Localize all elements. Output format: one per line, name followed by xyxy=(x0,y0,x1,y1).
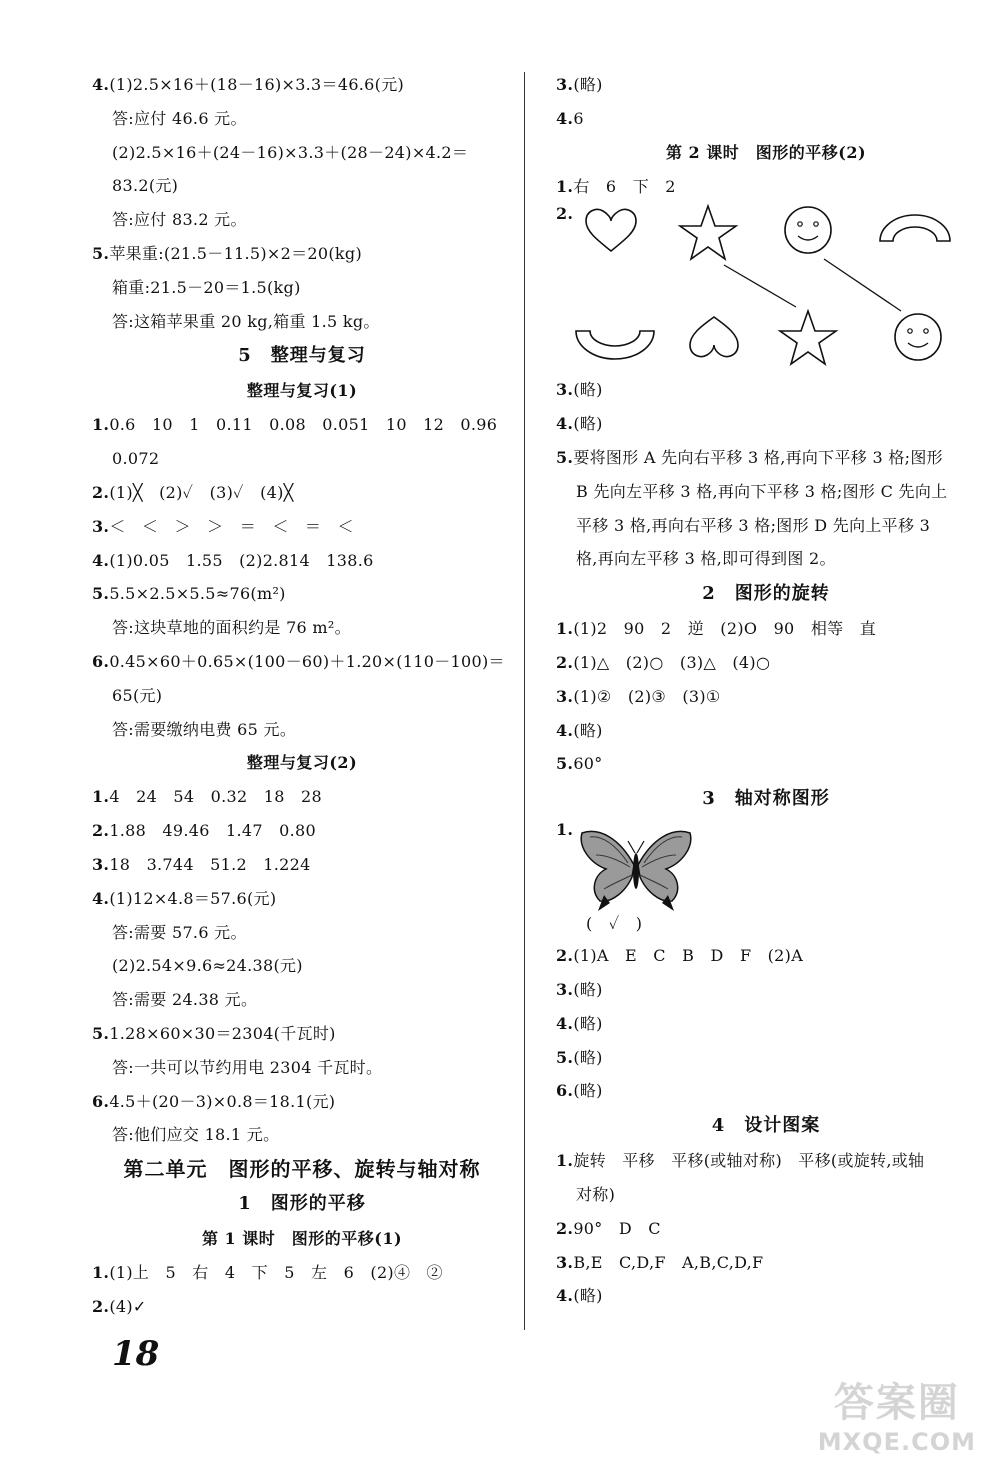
answer-text: 4 24 54 0.32 18 28 xyxy=(109,787,322,807)
watermark-url: MXQE.COM xyxy=(817,1428,976,1456)
question-number: 6. xyxy=(92,1091,110,1111)
answer-line xyxy=(556,646,976,680)
connect-line-2 xyxy=(824,259,901,311)
answer-continuation: 对称) xyxy=(576,1184,616,1204)
question-number: 2. xyxy=(556,1218,574,1238)
answer-line xyxy=(92,68,512,102)
question-number: 3. xyxy=(556,686,574,706)
answer-text: (1)2.5×16＋(18－16)×3.3＝46.6(元) xyxy=(109,75,405,94)
answer-line xyxy=(92,1256,512,1290)
right-column xyxy=(556,68,976,1313)
answer-line xyxy=(556,102,976,136)
arch-shape-top xyxy=(880,215,950,241)
question-number: 5. xyxy=(556,1047,574,1067)
answer-text: 60° xyxy=(573,754,603,774)
answer-text: 4.5＋(20－3)×0.8＝18.1(元) xyxy=(109,1091,336,1111)
check-answer: ( ✓ ) xyxy=(586,914,643,934)
answer-text: (1)12×4.8＝57.6(元) xyxy=(109,888,277,908)
question-number: 6. xyxy=(556,1081,574,1101)
answer-text: (略) xyxy=(573,1013,603,1033)
heart-shape-bottom xyxy=(690,317,738,357)
smiley-shape-top xyxy=(785,207,831,253)
answer-continuation: 答:需要缴纳电费 65 元。 xyxy=(112,719,297,739)
question-number: 2. xyxy=(92,1296,110,1316)
question-number: 1. xyxy=(92,415,110,435)
answer-line xyxy=(556,170,976,204)
subsection-heading: 整理与复习(1) xyxy=(246,381,358,401)
answer-text: 1.28×60×30＝2304(千瓦时) xyxy=(109,1023,336,1043)
answer-text: (1)0.05 1.55 (2)2.814 138.6 xyxy=(109,550,374,570)
question-number: 6. xyxy=(92,651,110,671)
question-number: 4. xyxy=(556,1286,574,1306)
question-number: 4. xyxy=(92,888,110,908)
answer-continuation: 平移 3 格,再向右平移 3 格;图形 D 先向上平移 3 xyxy=(576,515,931,535)
answer-line xyxy=(92,1017,512,1051)
star-shape-bottom xyxy=(780,311,836,364)
star-shape-top xyxy=(680,206,736,259)
question-number: 5. xyxy=(92,1023,110,1043)
subsection-heading: 第 1 课时 图形的平移(1) xyxy=(201,1229,403,1249)
answer-continuation: 65(元) xyxy=(112,685,163,705)
answer-continuation: 答:应付 46.6 元。 xyxy=(112,108,247,128)
answer-text: (略) xyxy=(573,380,603,400)
answer-line xyxy=(556,68,976,102)
answer-continuation: 答:这箱苹果重 20 kg,箱重 1.5 kg。 xyxy=(112,311,380,331)
section-heading: 2 图形的旋转 xyxy=(702,583,830,605)
answer-line xyxy=(556,747,976,781)
question-number: 4. xyxy=(556,108,574,128)
answer-text: B,E C,D,F A,B,C,D,F xyxy=(573,1252,764,1272)
answer-line xyxy=(556,714,976,748)
answer-text: 右 6 下 2 xyxy=(573,176,676,196)
question-number: 5. xyxy=(92,243,110,263)
unit-heading: 第二单元 图形的平移、旋转与轴对称 xyxy=(123,1157,481,1182)
answer-line xyxy=(92,645,512,679)
subsection-heading: 整理与复习(2) xyxy=(246,753,358,773)
question-number: 4. xyxy=(92,550,110,570)
question-number: 1. xyxy=(556,619,574,639)
answer-line xyxy=(556,1041,976,1075)
answer-text: (1)△ (2)○ (3)△ (4)○ xyxy=(573,652,771,672)
page-number: 18 xyxy=(112,1334,160,1374)
answer-text: (略) xyxy=(573,1047,603,1067)
question-number: 3. xyxy=(556,380,574,400)
answer-line xyxy=(92,408,512,442)
answer-line xyxy=(92,1085,512,1119)
answer-line xyxy=(556,1144,976,1178)
answer-line xyxy=(92,237,512,271)
section-heading: 5 整理与复习 xyxy=(238,345,366,367)
subsection-heading: 第 2 课时 图形的平移(2) xyxy=(665,142,867,162)
answer-continuation: (2)2.5×16＋(24－16)×3.3＋(28－24)×4.2＝ xyxy=(112,142,469,162)
answer-line xyxy=(556,612,976,646)
answer-text: ＜ ＜ ＞ ＞ ＝ ＜ ＝ ＜ xyxy=(109,516,354,536)
answer-text: 旋转 平移 平移(或轴对称) 平移(或旋转,或轴 xyxy=(573,1151,925,1171)
answer-text: 苹果重:(21.5－11.5)×2＝20(kg) xyxy=(109,243,363,263)
question-number: 1. xyxy=(556,820,574,840)
question-number: 2. xyxy=(556,946,574,966)
question-number: 5. xyxy=(556,754,574,774)
answer-line xyxy=(92,780,512,814)
question-number: 3. xyxy=(556,1252,574,1272)
answer-continuation: B 先向左平移 3 格,再向下平移 3 格;图形 C 先向上 xyxy=(576,481,948,501)
answer-text: 18 3.744 51.2 1.224 xyxy=(109,854,311,874)
column-divider xyxy=(524,72,525,1330)
answer-line xyxy=(92,882,512,916)
section-heading: 1 图形的平移 xyxy=(238,1193,366,1215)
question-number: 2. xyxy=(556,204,574,224)
matching-shapes-diagram xyxy=(556,203,976,373)
butterfly-image xyxy=(576,825,696,915)
question-number: 3. xyxy=(556,75,574,94)
answer-text: 0.45×60＋0.65×(100－60)＋1.20×(110－100)＝ xyxy=(109,651,505,671)
translation-figure xyxy=(556,203,976,373)
answer-line xyxy=(556,939,976,973)
question-number: 3. xyxy=(556,979,574,999)
answer-line xyxy=(92,544,512,578)
left-column xyxy=(92,68,512,1324)
answer-continuation: 格,再向左平移 3 格,即可得到图 2。 xyxy=(576,549,836,569)
answer-line xyxy=(92,1290,512,1324)
heart-shape-top xyxy=(586,210,636,252)
answer-text: (略) xyxy=(573,979,603,999)
question-number: 4. xyxy=(556,720,574,740)
answer-text: (1)╳ (2)✓ (3)✓ (4)╳ xyxy=(109,482,294,502)
answer-text: (1)A E C B D F (2)A xyxy=(573,946,804,966)
section-heading: 4 设计图案 xyxy=(711,1115,821,1137)
question-number: 3. xyxy=(92,854,110,874)
smiley-shape-bottom xyxy=(895,314,941,360)
answer-text: (略) xyxy=(573,1081,603,1101)
connect-line-1 xyxy=(724,265,796,307)
answer-text: 6 xyxy=(573,108,584,128)
watermark xyxy=(818,1371,976,1456)
answer-continuation: 答:这块草地的面积约是 76 m²。 xyxy=(112,618,351,638)
answer-text: (略) xyxy=(573,414,603,434)
question-number: 4. xyxy=(92,75,110,94)
answer-line xyxy=(92,848,512,882)
answer-line xyxy=(556,680,976,714)
question-number: 1. xyxy=(92,1263,110,1283)
answer-text: (1)上 5 右 4 下 5 左 6 (2)④ ② xyxy=(109,1263,443,1283)
butterfly-figure xyxy=(556,817,976,939)
question-number: 2. xyxy=(556,652,574,672)
question-number: 1. xyxy=(556,1151,574,1171)
answer-line xyxy=(556,1007,976,1041)
question-number: 4. xyxy=(556,414,574,434)
answer-line xyxy=(556,441,976,475)
answer-line xyxy=(92,577,512,611)
answer-line xyxy=(556,373,976,407)
question-number: 5. xyxy=(92,584,110,604)
answer-text: 1.88 49.46 1.47 0.80 xyxy=(109,821,316,841)
answer-text: 0.6 10 1 0.11 0.08 0.051 10 12 0.96 xyxy=(109,415,498,435)
answer-continuation: 箱重:21.5－20＝1.5(kg) xyxy=(112,277,301,297)
answer-line xyxy=(556,1212,976,1246)
question-number: 1. xyxy=(92,787,110,807)
question-number: 5. xyxy=(556,447,574,467)
section-heading: 3 轴对称图形 xyxy=(702,788,830,810)
answer-continuation: 83.2(元) xyxy=(112,176,179,196)
answer-line xyxy=(556,1279,976,1313)
question-number: 2. xyxy=(92,821,110,841)
answer-line xyxy=(556,973,976,1007)
answer-line xyxy=(92,476,512,510)
answer-text: (略) xyxy=(573,720,603,740)
answer-line xyxy=(556,407,976,441)
answer-continuation: 答:需要 24.38 元。 xyxy=(112,990,258,1010)
answer-line xyxy=(556,1074,976,1108)
answer-continuation: 答:他们应交 18.1 元。 xyxy=(112,1125,280,1145)
answer-continuation: 答:需要 57.6 元。 xyxy=(112,922,247,942)
answer-text: 90° D C xyxy=(573,1218,661,1238)
answer-continuation: 答:一共可以节约用电 2304 千瓦时。 xyxy=(112,1057,383,1077)
answer-line xyxy=(92,814,512,848)
answer-text: (1)2 90 2 逆 (2)O 90 相等 直 xyxy=(573,619,877,639)
watermark-logo: 答案圈 xyxy=(833,1380,960,1426)
answer-line xyxy=(92,510,512,544)
answer-text: (略) xyxy=(573,75,603,94)
answer-text: 要将图形 A 先向右平移 3 格,再向下平移 3 格;图形 xyxy=(573,447,943,467)
question-number: 2. xyxy=(92,482,110,502)
answer-continuation: (2)2.54×9.6≈24.38(元) xyxy=(112,956,303,976)
answer-line xyxy=(556,1246,976,1280)
question-number: 3. xyxy=(92,516,110,536)
answer-text: (1)② (2)③ (3)① xyxy=(573,686,721,706)
question-number: 4. xyxy=(556,1013,574,1033)
answer-text: (4)✓ xyxy=(109,1296,147,1316)
answer-continuation: 0.072 xyxy=(112,449,160,469)
answer-text: 5.5×2.5×5.5≈76(m²) xyxy=(109,584,286,604)
answer-continuation: 答:应付 83.2 元。 xyxy=(112,210,247,230)
question-number: 1. xyxy=(556,176,574,196)
bowl-shape-bottom xyxy=(576,331,654,359)
answer-text: (略) xyxy=(573,1286,603,1306)
